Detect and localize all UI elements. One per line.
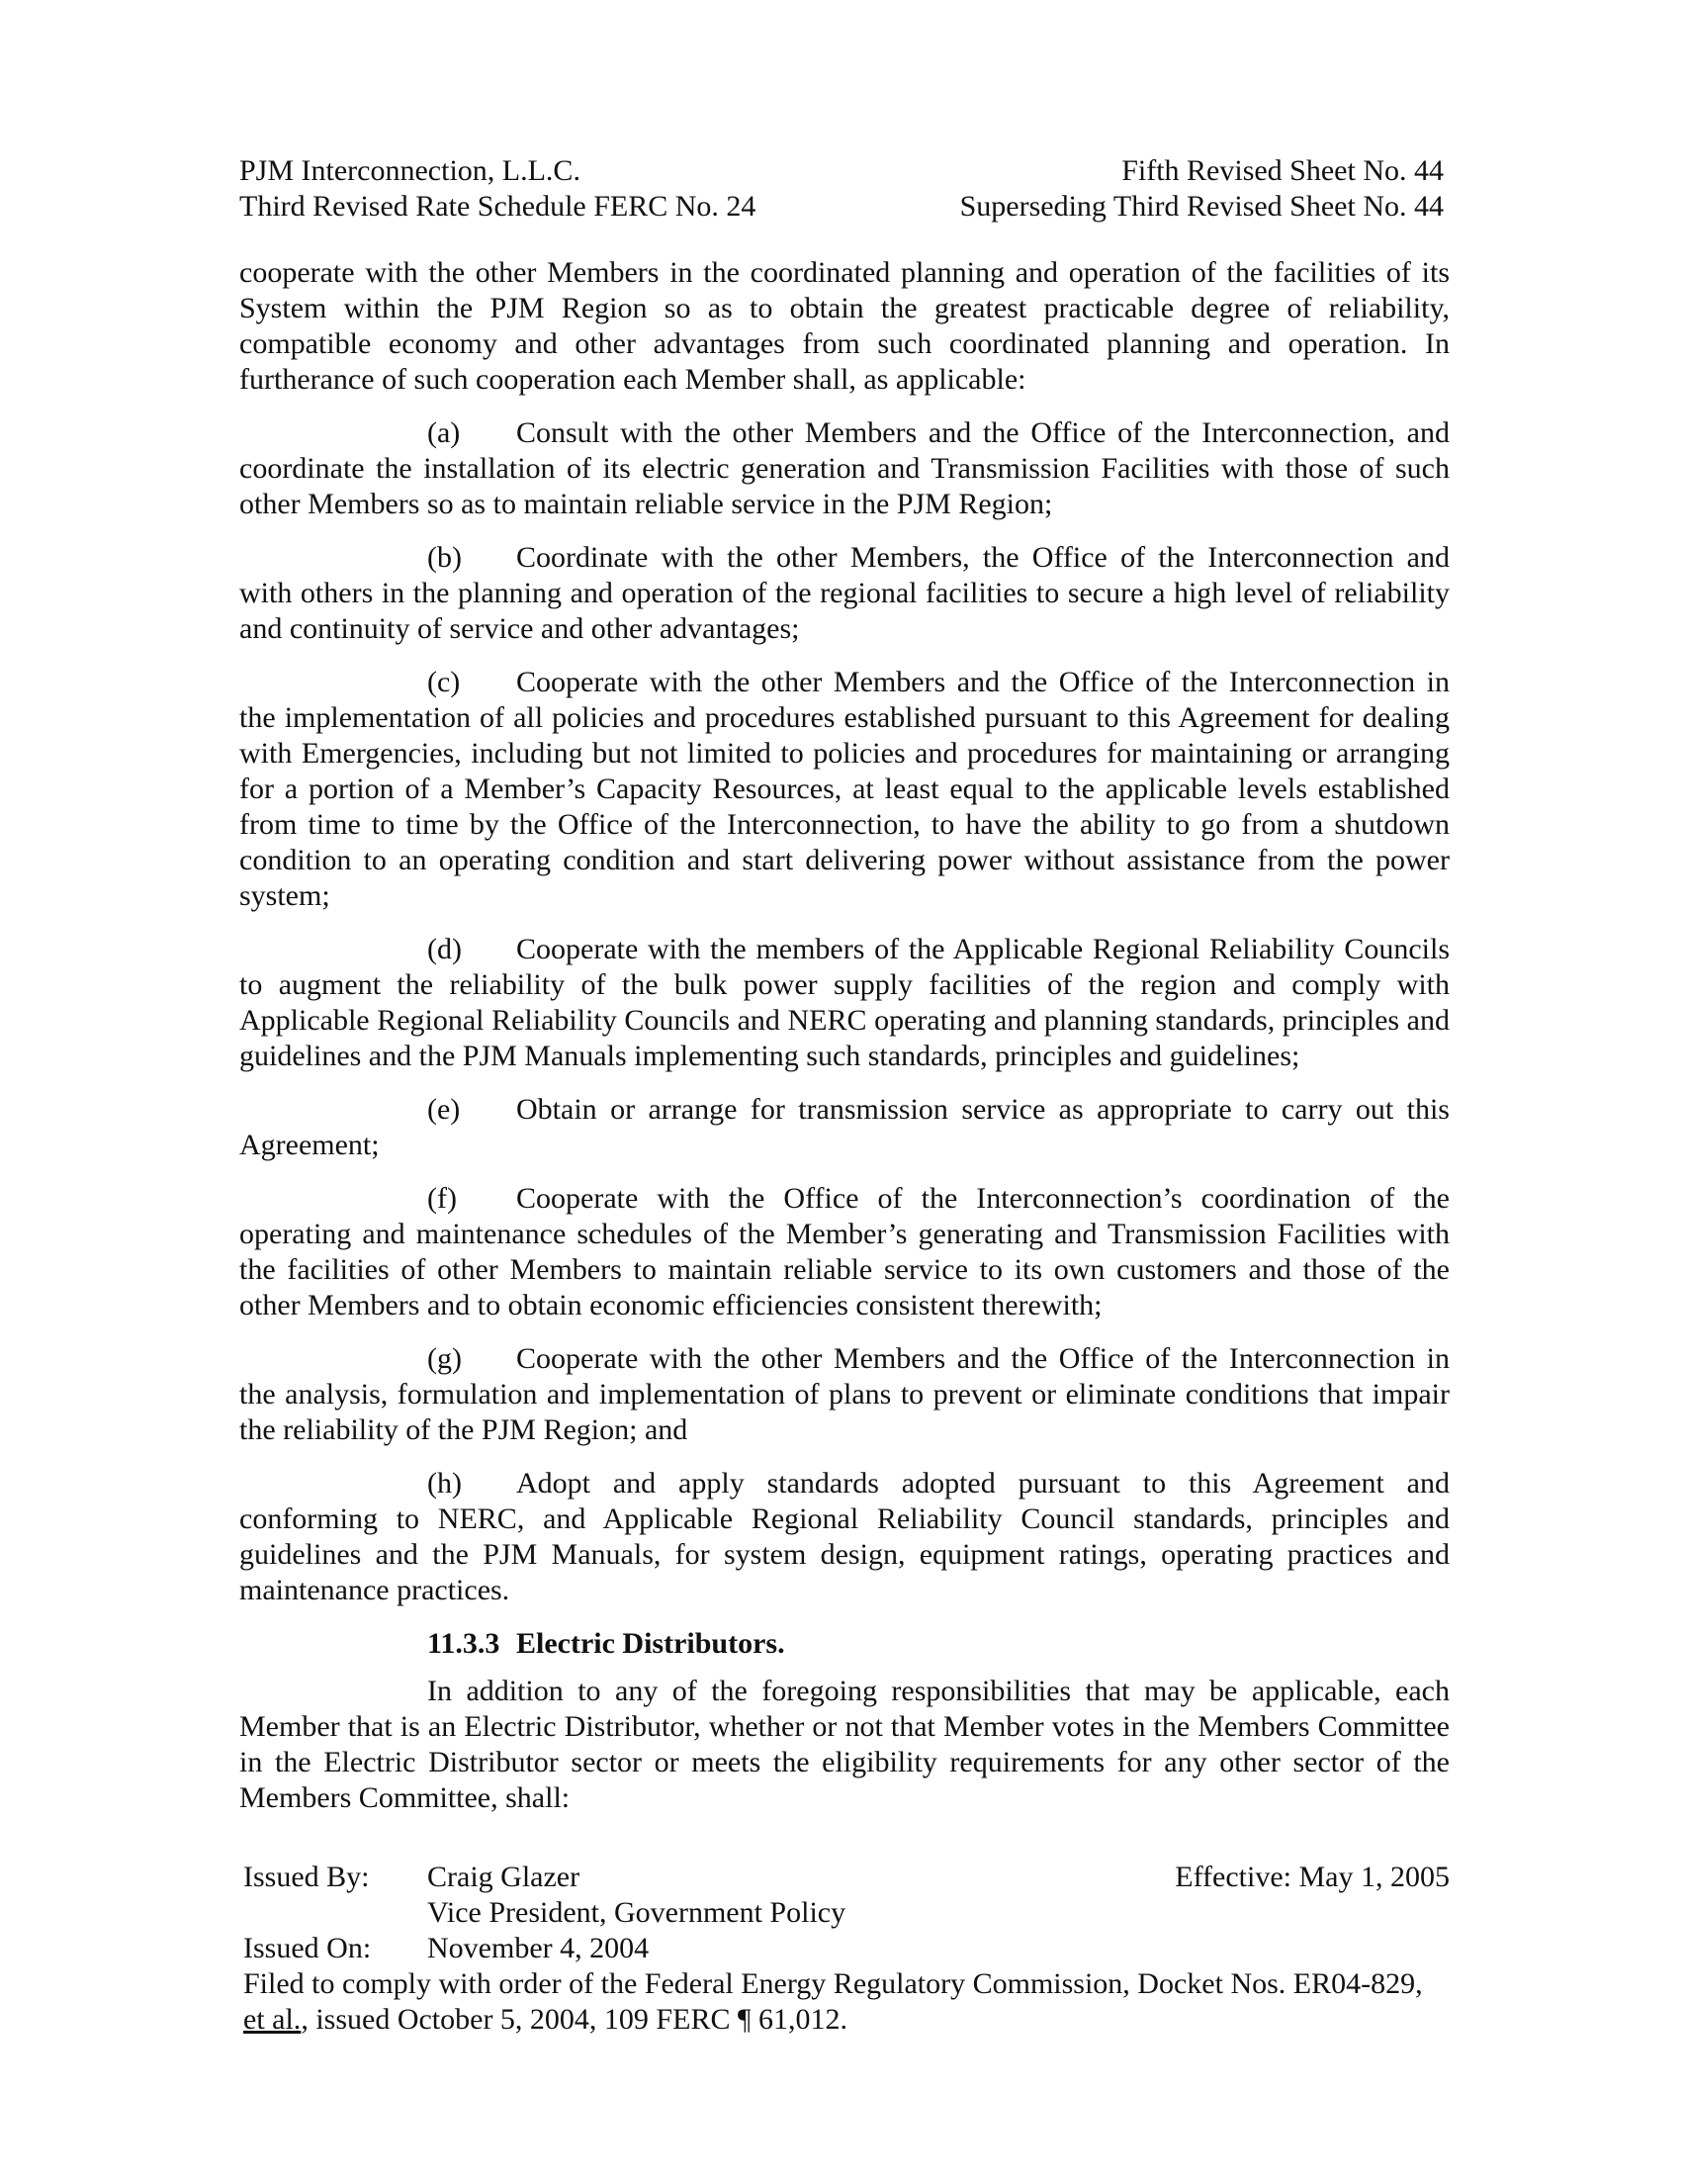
rate-schedule: Third Revised Rate Schedule FERC No. 24 <box>239 190 756 223</box>
list-item <box>239 1341 1450 1448</box>
item-marker: (e) <box>427 1093 461 1126</box>
item-marker: (g) <box>427 1342 462 1375</box>
item-marker: (f) <box>427 1182 457 1215</box>
item-text: Cooperate with the other Members and the Office of the Interconnection in the implementation of all policies and procedures established pursuant to this Agreement for dealing with Emergencies, including but not limited to policies and procedures for maintaining or arranging for a portion of a Member’s Capacity Resources, at least equal to the applicable levels established from time to time by the Office of the Interconnection, to have the ability to go from a shutdown condition to an operating condition and start delivering power without assistance from the power system; <box>239 666 1450 912</box>
item-text: Cooperate with the members of the Applicable Regional Reliability Councils to augment the reliability of the bulk power supply facilities of the region and comply with Applicable Regional Reliability Councils and NERC operating and planning standards, principles and guidelines and the PJM Manuals implementing such standards, principles and guidelines; <box>239 933 1450 1072</box>
list-item <box>239 540 1450 647</box>
issued-on-label: Issued On: <box>243 1932 372 1964</box>
item-continuation: Agreement; <box>239 1129 380 1161</box>
item-marker: (a) <box>427 416 461 449</box>
company-name: PJM Interconnection, L.L.C. <box>239 154 580 187</box>
issued-on-date: November 4, 2004 <box>427 1932 650 1964</box>
issued-by-title: Vice President, Government Policy <box>427 1896 846 1929</box>
section-heading <box>427 1626 1450 1662</box>
item-marker: (b) <box>427 541 462 574</box>
superseding-sheet: Superseding Third Revised Sheet No. 44 <box>959 190 1444 223</box>
item-text: Adopt and apply standards adopted pursuant to this Agreement and conforming to NERC, and Applicable Regional Reliability Council standards, principles and guidelines and the PJM Manuals, for system design, equipment ratings, operating practices and maintenance practices. <box>239 1467 1450 1606</box>
page-footer <box>243 1860 1450 2038</box>
section-paragraph: In addition to any of the foregoing responsibilities that may be applicable, each Member that is an Electric Distributor, whether or not that Member votes in the Members Committee in the Electric Distributor sector or meets the eligibility requirements for any other sector of the Members Committee, shall: <box>239 1675 1450 1814</box>
et-al-text: et al. <box>243 2003 302 2036</box>
filed-line-2-rest: , issued October 5, 2004, 109 FERC ¶ 61,012. <box>301 2003 848 2036</box>
effective-date: Effective: May 1, 2005 <box>1175 1861 1450 1893</box>
page-header <box>239 153 1444 225</box>
item-text: Consult with the other Members and the Office of the Interconnection, and coordinate the installation of its electric generation and Transmission Facilities with those of such other Members so as to maintain reliable service in the PJM Region; <box>239 416 1450 520</box>
item-text: Coordinate with the other Members, the Office of the Interconnection and with others in the planning and operation of the regional facilities to secure a high level of reliability and continuity of service and other advantages; <box>239 541 1450 645</box>
filed-line-1: Filed to comply with order of the Federal Energy Regulatory Commission, Docket Nos. ER04-829, <box>243 1967 1423 2000</box>
item-text: Obtain or arrange for transmission service as appropriate to carry out this <box>516 1093 1450 1126</box>
section-number: 11.3.3 <box>427 1627 500 1660</box>
filed-line-2 <box>243 2002 1450 2038</box>
list-item <box>239 1466 1450 1608</box>
item-text: Cooperate with the Office of the Interconnection’s coordination of the operating and maintenance schedules of the Member’s generating and Transmission Facilities with the facilities of other Members to maintain reliable service to its own customers and those of the other Members and to obtain economic efficiencies consistent therewith; <box>239 1182 1450 1321</box>
list-item <box>239 1181 1450 1323</box>
list-item <box>239 932 1450 1074</box>
sheet-number: Fifth Revised Sheet No. 44 <box>1121 154 1444 187</box>
item-marker: (c) <box>427 666 461 698</box>
document-body <box>239 255 1450 1834</box>
item-marker: (h) <box>427 1467 462 1500</box>
list-item <box>239 665 1450 914</box>
issued-by-label: Issued By: <box>243 1861 370 1893</box>
issued-by-name: Craig Glazer <box>427 1861 580 1893</box>
list-item <box>239 415 1450 522</box>
list-item <box>239 1092 1450 1128</box>
intro-paragraph: cooperate with the other Members in the coordinated planning and operation of the facilities of its System within the PJM Region so as to obtain the greatest practicable degree of reliability, compatible economy and other advantages from such coordinated planning and operation. In furtherance of such cooperation each Member shall, as applicable: <box>239 256 1450 396</box>
item-marker: (d) <box>427 933 462 965</box>
item-text: Cooperate with the other Members and the Office of the Interconnection in the analysis, formulation and implementation of plans to prevent or eliminate conditions that impair the reliability of the PJM Region; and <box>239 1342 1450 1446</box>
section-title: Electric Distributors. <box>516 1627 785 1660</box>
